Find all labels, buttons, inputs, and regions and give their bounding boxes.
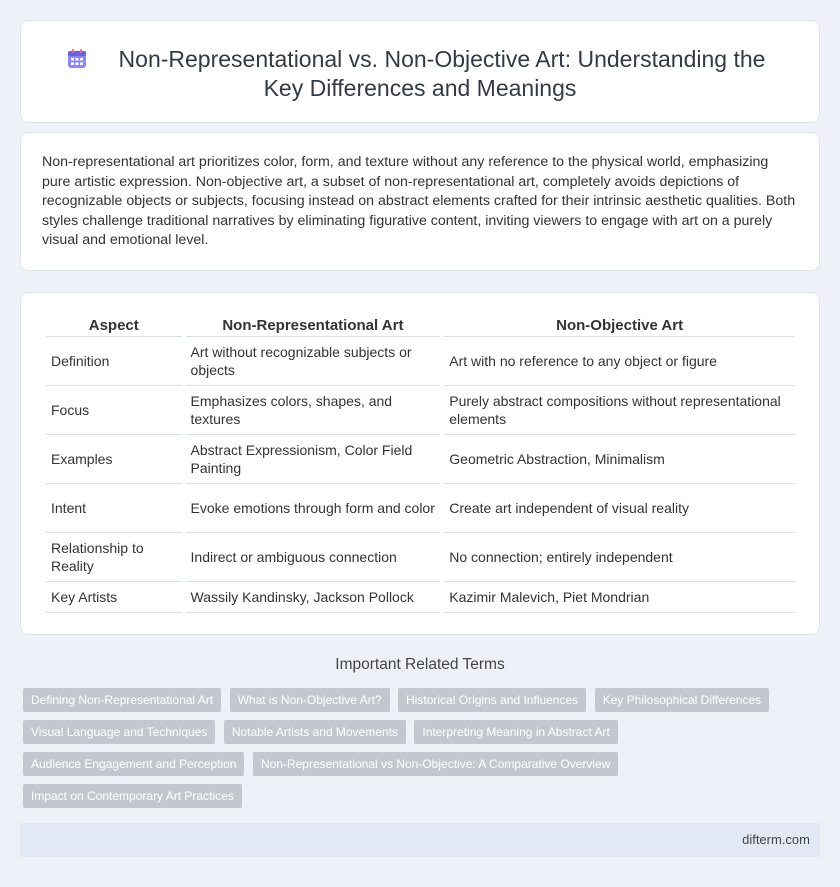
row-non-objective: Geometric Abstraction, Minimalism bbox=[444, 435, 795, 484]
row-aspect: Relationship to Reality bbox=[46, 533, 182, 582]
related-term-tag[interactable]: Impact on Contemporary Art Practices bbox=[23, 784, 242, 808]
site-credit[interactable]: difterm.com bbox=[742, 832, 810, 847]
table-row bbox=[46, 582, 795, 613]
row-non-representational: Abstract Expressionism, Color Field Painting bbox=[186, 435, 441, 484]
row-non-objective: Kazimir Malevich, Piet Mondrian bbox=[444, 582, 795, 613]
row-aspect: Examples bbox=[46, 435, 182, 484]
row-non-objective: Purely abstract compositions without representational elements bbox=[444, 386, 795, 435]
related-terms-list bbox=[23, 688, 783, 816]
row-aspect: Definition bbox=[46, 337, 182, 386]
row-aspect: Focus bbox=[46, 386, 182, 435]
comparison-table bbox=[42, 315, 799, 613]
footer bbox=[20, 823, 820, 857]
intro-card bbox=[20, 132, 820, 271]
related-term-tag[interactable]: What is Non-Objective Art? bbox=[230, 688, 390, 712]
table-header-row bbox=[46, 315, 795, 337]
table-row bbox=[46, 484, 795, 533]
title-card bbox=[20, 20, 820, 123]
table-row bbox=[46, 337, 795, 386]
row-non-representational: Emphasizes colors, shapes, and textures bbox=[186, 386, 441, 435]
row-non-representational: Evoke emotions through form and color bbox=[186, 484, 441, 533]
row-aspect: Intent bbox=[46, 484, 182, 533]
related-term-tag[interactable]: Visual Language and Techniques bbox=[23, 720, 215, 744]
row-non-objective: No connection; entirely independent bbox=[444, 533, 795, 582]
header-non-objective: Non-Objective Art bbox=[444, 315, 795, 337]
table-row bbox=[46, 386, 795, 435]
related-term-tag[interactable]: Interpreting Meaning in Abstract Art bbox=[414, 720, 617, 744]
table-row bbox=[46, 435, 795, 484]
comparison-card bbox=[20, 292, 820, 635]
row-non-objective: Art with no reference to any object or figure bbox=[444, 337, 795, 386]
page-title: Non-Representational vs. Non-Objective Art: Understanding the Key Differences and Meanings bbox=[118, 46, 766, 101]
row-aspect: Key Artists bbox=[46, 582, 182, 613]
related-term-tag[interactable]: Audience Engagement and Perception bbox=[23, 752, 244, 776]
row-non-representational: Wassily Kandinsky, Jackson Pollock bbox=[186, 582, 441, 613]
table-row bbox=[46, 533, 795, 582]
related-term-tag[interactable]: Notable Artists and Movements bbox=[224, 720, 406, 744]
intro-paragraph: Non-representational art prioritizes color, form, and texture without any reference to the physical world, emphasizing pure artistic expression. Non-objective art, a subset of non-representational art, completely avoids depictions of recognizable objects or subjects, focusing instead on abstract elements crafted for their intrinsic aesthetic qualities. Both styles challenge traditional narratives by eliminating figurative content, inviting viewers to engage with art on a purely visual and emotional level. bbox=[42, 154, 796, 249]
row-non-objective: Create art independent of visual reality bbox=[444, 484, 795, 533]
row-non-representational: Indirect or ambiguous connection bbox=[186, 533, 441, 582]
related-term-tag[interactable]: Non-Representational vs Non-Objective: A Comparative Overview bbox=[253, 752, 619, 776]
header-non-representational: Non-Representational Art bbox=[186, 315, 441, 337]
related-term-tag[interactable]: Historical Origins and Influences bbox=[398, 688, 586, 712]
header-aspect: Aspect bbox=[46, 315, 182, 337]
related-term-tag[interactable]: Key Philosophical Differences bbox=[595, 688, 770, 712]
related-term-tag[interactable]: Defining Non-Representational Art bbox=[23, 688, 221, 712]
related-terms-heading: Important Related Terms bbox=[335, 656, 505, 673]
row-non-representational: Art without recognizable subjects or objects bbox=[186, 337, 441, 386]
